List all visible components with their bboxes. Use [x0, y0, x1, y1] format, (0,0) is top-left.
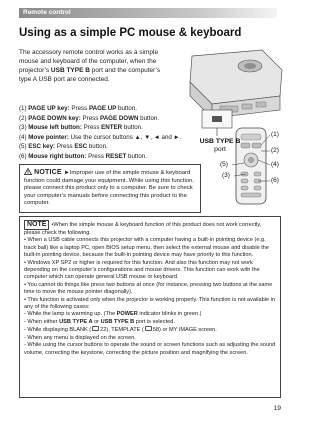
notice-box	[19, 164, 201, 213]
note-bullet-1: NOTE •When the simple mouse & keyboard function of this product does not work correctly, please check the following.	[24, 221, 262, 236]
callout-3: (3)	[222, 172, 230, 179]
callout-5: (5)	[220, 161, 228, 168]
note-bullet-2: • When a USB cable connects this projector with a computer having a built-in pointing device (e.g. track ball) like a laptop PC, open BIOS setup menu, then select the external mouse and disable the built-in pointing device, because the built-in pointing device may have priority to this function.	[24, 237, 270, 259]
book-icon	[92, 326, 99, 331]
step-mouse-right: (6) Mouse right button: Press RESET button.	[19, 152, 147, 160]
notice-text: ►Improper use of the simple mouse & keyboard function could damage your equipment. While using this function, please connect this product only to a computer. Be sure to check your computer’s manuals before connecting this product to the computer.	[24, 170, 194, 206]
intro-port-name: USB TYPE B	[50, 67, 90, 74]
step-move-pointer: (4) Move pointer: Use the cursor buttons ▲, ▼, ◄ and ►.	[19, 133, 182, 141]
callout-6: (6)	[271, 177, 279, 184]
note-case-usb: - When either USB TYPE A or USB TYPE B port is selected.	[24, 318, 175, 325]
page-ref-58[interactable]: 58	[152, 327, 160, 334]
callout-2: (2)	[271, 147, 279, 154]
page-ref-22[interactable]: 22	[100, 327, 107, 334]
note-case-warming: - While the lamp is warming up. (The POWER indicator blinks in green.)	[24, 311, 202, 318]
notice-tag: NOTICE	[24, 169, 64, 176]
note-tag: NOTE	[24, 220, 49, 230]
step-esc: (5) ESC key: Press ESC button.	[19, 143, 108, 150]
step-page-down: (2) PAGE DOWN key: Press PAGE DOWN button.	[19, 114, 160, 122]
note-bullet-3: • Windows XP SP2 or higher is required for this function. And also this function may not work depending on the computer’s configurations and mouse drivers. This function can work with the computer which can operate general USB mouse or keyboard.	[24, 259, 260, 281]
step-mouse-left: (3) Mouse left button: Press ENTER button.	[19, 124, 143, 131]
warning-icon	[24, 168, 32, 175]
callout-4: (4)	[271, 161, 279, 168]
note-case-menu: - When any menu is displayed on the screen.	[24, 334, 136, 341]
note-bullet-4: • You cannot do things like press two buttons at once (for instance, pressing two buttons at the same time to move the mouse pointer diagonally).	[24, 281, 273, 296]
page-number: 19	[273, 405, 281, 412]
step-page-up: (1) PAGE UP key: Press PAGE UP button.	[19, 105, 137, 112]
section-header-bar: Remote control	[19, 8, 277, 18]
book-icon	[145, 326, 152, 331]
usb-port-label-name: USB TYPE B	[199, 138, 241, 145]
intro-text-start: The accessory remote control works as a simple mouse and keyboard of the computer, when the projector’s	[19, 49, 159, 74]
usb-port-label-sub: port	[214, 146, 226, 153]
note-case-blank: - While displaying BLANK ( 22), TEMPLATE ( 58) or MY IMAGE screen.	[24, 327, 217, 334]
projector-icon	[190, 50, 282, 118]
note-box	[19, 216, 281, 398]
page-heading: Using as a simple PC mouse & keyboard	[19, 27, 242, 39]
note-bullet-5: • This function is activated only when the projector is working properly. This function is not available in any of the following cases:	[24, 296, 276, 311]
callout-1: (1)	[271, 131, 279, 138]
note-case-cursor: - While using the cursor buttons to operate the sound or screen functions such as adjusting the sound volume, correcting the keystone, correcting the picture position and magnifying the screen.	[24, 342, 276, 356]
usb-port-label	[190, 138, 250, 154]
intro-text-end: port and the computer’s type A USB port are connected.	[19, 67, 161, 83]
usb-port-shape	[212, 116, 222, 122]
intro-paragraph	[19, 48, 169, 84]
